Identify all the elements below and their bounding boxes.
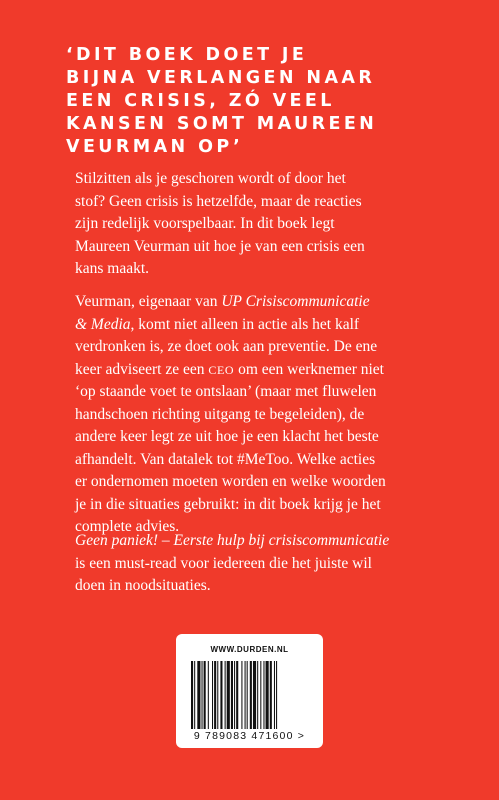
blurb-line: kans maakt.: [75, 260, 150, 277]
blurb-line: afhandelt. Van datalek tot #MeToo. Welke acties: [75, 450, 376, 468]
blurb-line: [75, 291, 475, 314]
blurb-line: stof? Geen crisis is hetzelfde, maar de reacties: [75, 192, 362, 210]
blurb-text: , komt niet alleen in actie als het kalf: [130, 315, 360, 333]
barcode-panel: [176, 634, 323, 748]
blurb-line: ‘op staande voet te ontslaan’ (maar met fluwelen: [75, 383, 377, 400]
company-name-cont: & Media: [75, 315, 131, 333]
blurb-line: Maureen Veurman uit hoe je van een crisis een: [75, 237, 365, 255]
quote-line: KANSEN SOMT MAUREEN: [66, 114, 378, 134]
quote-line: BIJNA VERLANGEN NAAR: [66, 68, 376, 88]
blurb-line: verdronken is, ze doet ook aan preventie. De ene: [75, 338, 378, 355]
blurb-paragraph-1: [75, 168, 475, 281]
blurb-line: je in die situaties gebruikt: in dit boek krijg je het: [75, 495, 381, 513]
blurb-line: [75, 314, 475, 337]
blurb-line: Stilzitten als je geschoren wordt of door het: [75, 170, 346, 187]
publisher-url: WWW.DURDEN.NL: [210, 645, 289, 654]
blurb-line: doen in noodsituaties.: [75, 577, 211, 594]
company-name: UP Crisiscommunicatie: [221, 293, 370, 310]
blurb-line: zijn redelijk voorspelbaar. In dit boek legt: [75, 215, 335, 232]
endorsement-quote: [66, 44, 476, 159]
blurb-line: handschoen richting uitgang te begeleiden), de: [75, 405, 365, 423]
blurb-line: is een must-read voor iedereen die het juiste wil: [75, 554, 372, 572]
blurb-text: om een werknemer niet: [234, 360, 384, 378]
blurb-paragraph-3: [75, 530, 475, 598]
quote-line: VEURMAN OP’: [66, 137, 244, 157]
blurb-line: [75, 359, 475, 382]
quote-line: EEN CRISIS, ZÓ VEEL: [66, 91, 335, 111]
blurb-paragraph-2: [75, 291, 475, 539]
book-title: Geen paniek! – Eerste hulp bij crisiscommunicatie: [75, 532, 390, 549]
blurb-line: er ondernomen moeten worden en welke woorden: [75, 473, 386, 490]
blurb-text: keer adviseert ze een: [75, 360, 209, 378]
quote-line: ‘DIT BOEK DOET JE: [66, 45, 308, 65]
barcode-icon: [191, 661, 308, 729]
ceo-abbreviation: CEO: [208, 362, 235, 377]
blurb-line: complete advies.: [75, 518, 180, 535]
isbn-number: 9 789083 471600 >: [193, 730, 306, 742]
blurb-line: andere keer legt ze uit hoe je een klacht het beste: [75, 428, 379, 445]
blurb-text: Veurman, eigenaar van: [75, 293, 222, 310]
